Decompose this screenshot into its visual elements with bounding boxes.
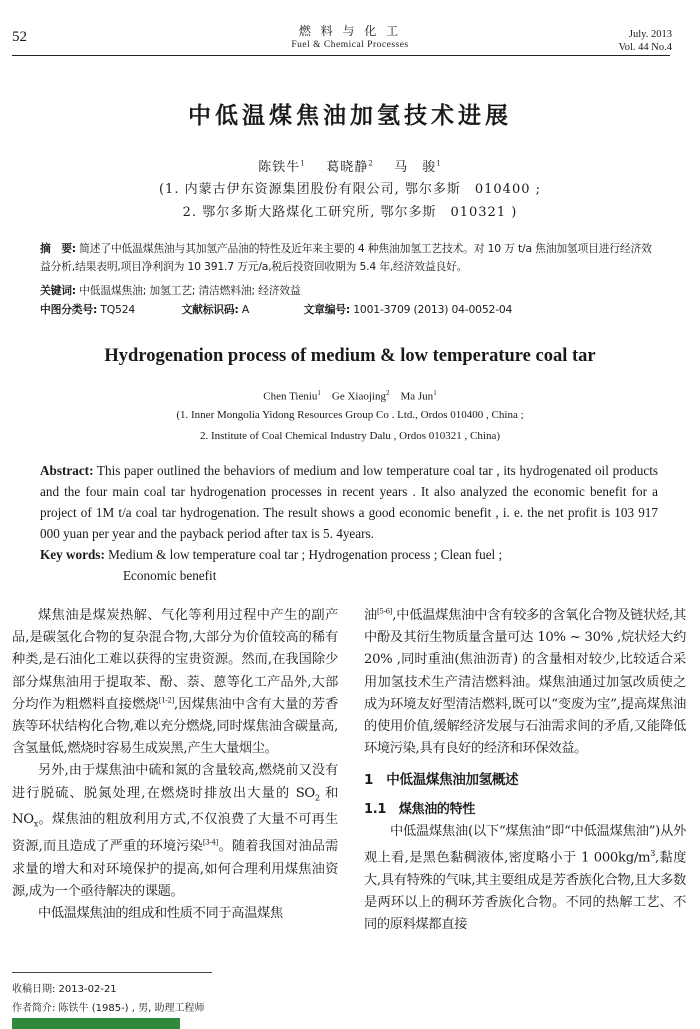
- affiliation-en-1: (1. Inner Mongolia Yidong Resources Group Co . Ltd., Ordos 010400 , China ;: [176, 409, 524, 421]
- doc-code-label: 文献标识码:: [181, 303, 239, 316]
- issue-info: [619, 28, 672, 54]
- affiliation-cn-1: (1. 内蒙古伊东资源集团股份有限公司, 鄂尔多斯 010400 ;: [158, 182, 541, 197]
- subscript: 2: [314, 793, 320, 803]
- author-name-en: Ge Xiaojing: [331, 390, 386, 403]
- journal-header: [200, 22, 500, 50]
- doc-code-value: A: [241, 303, 250, 316]
- keywords-en: [40, 544, 658, 586]
- text-run: ,因煤焦油中含有大量的芳香族等环状结构化合物,难以充分燃烧,同时煤焦油含碳量高,含氢量低,燃烧时容易生成炭黑,产生大量烟尘。: [12, 696, 339, 757]
- paragraph: [12, 760, 338, 903]
- text-run: 油: [364, 608, 377, 623]
- paragraph: [364, 821, 686, 936]
- text-run: 中低温煤焦油(以下“煤焦油”即“中低温煤焦油”)从外观上看,是黑色黏稠液体,密度略小于 1 000kg/m: [364, 823, 686, 866]
- author-affil-mark: 1: [300, 159, 306, 168]
- footnote-rule: [12, 972, 212, 973]
- paragraph: [12, 605, 338, 760]
- footer-color-bar: [12, 1018, 180, 1029]
- header-rule: [12, 55, 670, 56]
- paragraph: [364, 605, 686, 760]
- text-run: 和 NO: [12, 785, 339, 828]
- abstract-en: [40, 460, 658, 544]
- author-name-en: Ma Jun: [400, 390, 434, 403]
- abstract-cn-label: 摘 要:: [40, 242, 76, 255]
- author-name: 葛晓静: [326, 160, 369, 175]
- body-column-left: [12, 605, 338, 925]
- keywords-en-label: Key words:: [40, 547, 105, 562]
- author-affil-mark: 1: [317, 389, 321, 397]
- subscript: x: [33, 820, 38, 830]
- author-affil-mark: 2: [368, 159, 374, 168]
- section-heading: 1 中低温煤焦油加氢概述: [364, 772, 519, 789]
- citation: [5-6]: [377, 607, 393, 616]
- paragraph: 中低温煤焦油的组成和性质不同于高温煤焦: [38, 905, 283, 921]
- citation: [1-2]: [158, 696, 175, 705]
- author-name: 陈铁牛: [258, 160, 301, 175]
- clc-value: TQ524: [100, 303, 136, 316]
- clc-label: 中图分类号:: [40, 303, 98, 316]
- paper-title-en: Hydrogenation process of medium & low temperature coal tar: [104, 346, 596, 366]
- superscript: 3: [650, 849, 655, 859]
- issue-date: July. 2013: [628, 29, 672, 40]
- abstract-en-label: Abstract:: [40, 463, 94, 478]
- keywords-en-line2: Economic benefit: [123, 568, 217, 583]
- body-column-right: [364, 605, 686, 936]
- text-run: 。随着我国对油品需求量的增大和对环境保护的提高,如何合理利用煤焦油资源,成为一个亟待解决的课题。: [12, 839, 338, 899]
- affiliation-cn-2: 2. 鄂尔多斯大路煤化工研究所, 鄂尔多斯 010321 ): [182, 205, 518, 220]
- keywords-cn-text: 中低温煤焦油; 加氢工艺; 清洁燃料油; 经济效益: [79, 284, 301, 297]
- abstract-en-text: This paper outlined the behaviors of medium and low temperature coal tar , its hydrogenated oil products and the four main coal tar hydrogenation processes in recent years . It also analyzed the economic benefit for a project of 1M t/a coal tar hydrogenation. The result shows a good economic benefit , i. e. the net profit is 103 917 000 yuan per year and the payback period after tax is 5. 4years.: [40, 463, 658, 541]
- text-run: ,中低温煤焦油中含有较多的含氧化合物及链状烃,其中酚及其衍生物质量含量可达 10% ~ 30% ,烷状烃大约 20% ,同时重油(焦油沥青) 的含量相对较少,比较适合采用加氢技术生产清洁燃料油。煤焦油通过加氢改质使之成为环境友好型清洁燃料,既可以“变废为宝”,提高煤焦油的使用价值,缓解经济发展与石油需求间的矛盾,又能降低环境污染,具有良好的经济和环保效益。: [364, 608, 686, 757]
- received-date: 收稿日期: 2013-02-21: [12, 984, 117, 995]
- authors-cn: [0, 156, 700, 175]
- author-name: 马 骏: [394, 160, 437, 175]
- citation: [3-4]: [202, 838, 219, 847]
- authors-en: [0, 389, 700, 403]
- page-number: 52: [12, 29, 27, 45]
- author-affil-mark: 2: [385, 389, 390, 397]
- keywords-cn: [40, 282, 662, 300]
- text-run: 。煤焦油的粗放利用方式,不仅浪费了大量不可再生资源,而且造成了严重的环境污染: [12, 812, 338, 855]
- journal-name-cn: 燃 料 与 化 工: [298, 24, 402, 38]
- text-run: 煤焦油是煤炭热解、气化等利用过程中产生的副产品,是碳氢化合物的复杂混合物,大部分为价值较高的稀有种类,是石油化工难以获得的宝贵资源。然而,在我国除少部分煤焦油用于提取苯、酚、萘、蒽等化工产品外,大部分均作为粗燃料直接燃烧: [12, 608, 338, 712]
- keywords-en-line1: Medium & low temperature coal tar ; Hydrogenation process ; Clean fuel ;: [108, 547, 503, 562]
- subsection-heading: 1.1 煤焦油的特性: [364, 801, 476, 817]
- paper-title-cn: 中低温煤焦油加氢技术进展: [188, 103, 512, 129]
- abstract-cn-text: 简述了中低温煤焦油与其加氢产品油的特性及近年来主要的 4 种焦油加氢工艺技术。对 10 万 t/a 焦油加氢项目进行经济效益分析,结果表明,项目净利润为 10 391.7 万元/a,税后投资回收期为 5.4 年,经济效益良好。: [40, 242, 652, 273]
- text-run: 另外,由于煤焦油中硫和氮的含量较高,燃烧前又没有进行脱硫、脱氮处理,在燃烧时排放出大量的 SO: [12, 763, 338, 801]
- issue-volume: Vol. 44 No.4: [618, 42, 672, 53]
- author-bio: 作者简介: 陈铁牛 (1985-) , 男, 助理工程师: [12, 1003, 205, 1014]
- affiliation-en-2: 2. Institute of Coal Chemical Industry Dalu , Ordos 010321 , China): [199, 430, 500, 442]
- article-no-value: 1001-3709 (2013) 04-0052-04: [353, 303, 513, 316]
- author-affil-mark: 1: [433, 389, 437, 397]
- author-name-en: Chen Tieniu: [263, 390, 318, 403]
- journal-name-en: Fuel & Chemical Processes: [291, 40, 409, 50]
- text-run: ,黏度大,具有特殊的气味,其主要组成是芳香族化合物,且大多数是两环以上的稠环芳香族化合物。不同的热解工艺、不同的原料煤都直接: [364, 850, 686, 933]
- keywords-cn-label: 关键词:: [40, 284, 76, 297]
- article-no-label: 文章编号:: [303, 303, 351, 316]
- classification-line: [40, 301, 662, 319]
- author-affil-mark: 1: [436, 159, 442, 168]
- abstract-cn: [40, 240, 662, 276]
